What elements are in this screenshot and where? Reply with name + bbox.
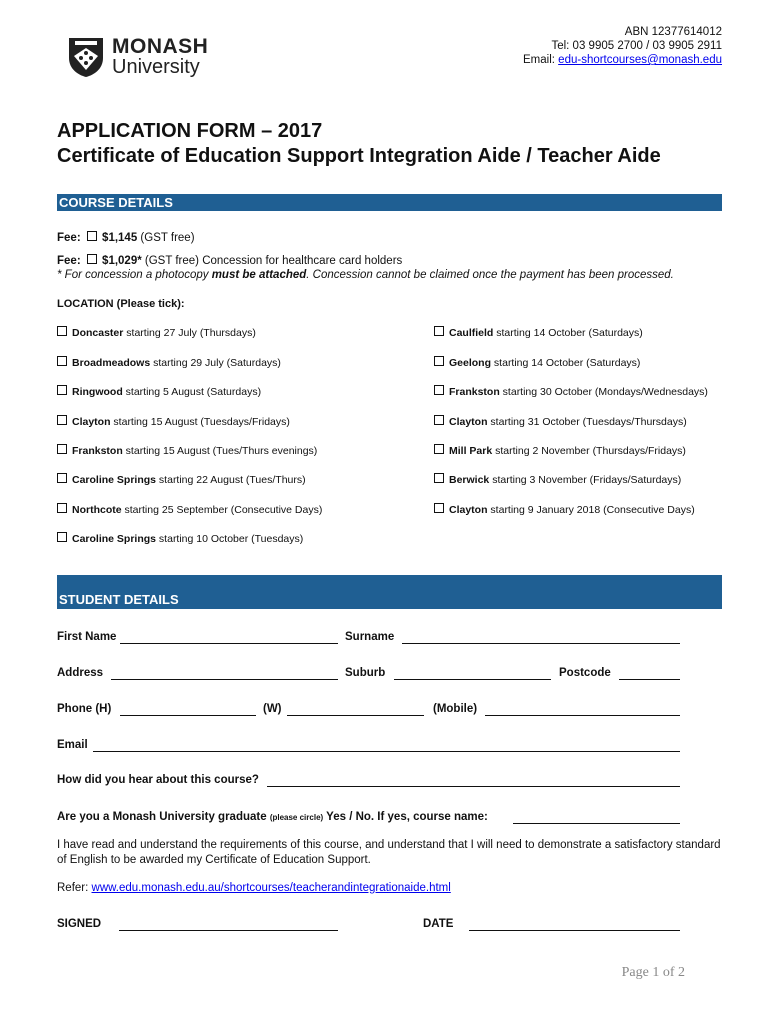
form-subtitle: Certificate of Education Support Integration Aide / Teacher Aide	[57, 145, 661, 167]
location-checkbox[interactable]	[57, 503, 67, 513]
location-checkbox[interactable]	[57, 385, 67, 395]
refer-link[interactable]: www.edu.monash.edu.au/shortcourses/teacherandintegrationaide.html	[91, 882, 451, 894]
location-name: Broadmeadows	[72, 357, 151, 369]
location-detail: starting 14 October (Saturdays)	[493, 327, 643, 339]
location-checkbox[interactable]	[57, 415, 67, 425]
location-checkbox[interactable]	[434, 415, 444, 425]
location-detail: starting 22 August (Tues/Thurs)	[156, 474, 306, 486]
location-option[interactable]	[434, 444, 686, 457]
fee-option-concession	[57, 254, 402, 268]
location-option[interactable]	[434, 326, 643, 339]
first-name-label: First Name	[57, 631, 117, 643]
location-checkbox[interactable]	[57, 326, 67, 336]
location-name: Clayton	[449, 416, 488, 428]
location-detail: starting 15 August (Tuesdays/Fridays)	[110, 416, 290, 428]
suburb-label: Suburb	[345, 667, 386, 679]
hear-about-field[interactable]	[267, 786, 680, 787]
location-detail: starting 10 October (Tuesdays)	[156, 533, 304, 545]
monash-crest-icon	[66, 36, 106, 78]
fee-full-note: (GST free)	[137, 232, 195, 244]
location-detail: starting 27 July (Thursdays)	[123, 327, 256, 339]
monash-logo	[66, 36, 216, 78]
location-detail: starting 5 August (Saturdays)	[122, 386, 262, 398]
location-checkbox[interactable]	[434, 356, 444, 366]
declaration-text: I have read and understand the requirements of this course, and understand that I will need to demonstrate a satisfactory standard of English to be awarded my Certificate of Education Support.	[57, 839, 721, 866]
address-field[interactable]	[111, 679, 338, 680]
abn-text: ABN 12377614012	[624, 26, 722, 38]
location-detail: starting 15 August (Tues/Thurs evenings)	[122, 445, 318, 457]
mobile-field[interactable]	[485, 715, 680, 716]
logo-word-monash: MONASH	[112, 35, 209, 58]
location-label: LOCATION (Please tick):	[57, 298, 185, 310]
postcode-label: Postcode	[559, 667, 611, 679]
graduate-question-a: Are you a Monash University graduate	[57, 811, 270, 823]
email-label: Email:	[523, 54, 559, 66]
location-checkbox[interactable]	[57, 473, 67, 483]
email-link[interactable]: edu-shortcourses@monash.edu	[558, 54, 722, 66]
location-detail: starting 3 November (Fridays/Saturdays)	[489, 474, 682, 486]
fee-full-checkbox[interactable]	[87, 231, 97, 241]
refer-line	[57, 881, 451, 895]
location-option[interactable]	[57, 356, 281, 369]
surname-label: Surname	[345, 631, 395, 643]
location-detail: starting 29 July (Saturdays)	[150, 357, 281, 369]
location-name: Clayton	[449, 504, 488, 516]
location-name: Caroline Springs	[72, 533, 157, 545]
address-label: Address	[57, 667, 104, 679]
fee-concession-note: (GST free) Concession for healthcare card holders	[141, 255, 403, 267]
concession-note-c: . Concession cannot be claimed once the payment has been processed.	[306, 269, 674, 281]
concession-note-emphasis: must be attached	[211, 269, 307, 281]
fee-full-amount: $1,145	[102, 232, 138, 244]
graduate-question	[57, 811, 488, 823]
location-name: Clayton	[72, 416, 111, 428]
fee-label: Fee:	[57, 232, 81, 244]
location-option[interactable]	[57, 503, 322, 516]
location-detail: starting 30 October (Mondays/Wednesdays)	[499, 386, 708, 398]
location-option[interactable]	[434, 503, 695, 516]
phone-text: Tel: 03 9905 2700 / 03 9905 2911	[551, 40, 722, 52]
phone-work-field[interactable]	[287, 715, 424, 716]
location-option[interactable]	[57, 444, 317, 457]
graduate-question-hint: (please circle)	[269, 813, 324, 822]
location-name: Ringwood	[72, 386, 123, 398]
location-checkbox[interactable]	[434, 326, 444, 336]
location-option[interactable]	[57, 415, 290, 428]
page-number: Page 1 of 2	[621, 965, 685, 980]
phone-work-label: (W)	[263, 703, 282, 715]
email-label: Email	[57, 739, 88, 751]
email-field[interactable]	[93, 751, 680, 752]
email-line	[523, 53, 722, 67]
course-details-heading: COURSE DETAILS	[57, 194, 722, 211]
location-checkbox[interactable]	[57, 532, 67, 542]
location-option[interactable]	[57, 532, 303, 545]
fee-option-full	[57, 231, 195, 245]
date-label: DATE	[423, 918, 454, 930]
fee-label: Fee:	[57, 255, 81, 267]
location-checkbox[interactable]	[57, 356, 67, 366]
first-name-field[interactable]	[120, 643, 338, 644]
course-name-field[interactable]	[513, 823, 680, 824]
graduate-question-c: Yes / No. If yes, course name:	[323, 811, 488, 823]
fee-concession-checkbox[interactable]	[87, 254, 97, 264]
location-option[interactable]	[57, 326, 256, 339]
location-detail: starting 25 September (Consecutive Days)	[121, 504, 323, 516]
date-field[interactable]	[469, 930, 680, 931]
location-name: Caroline Springs	[72, 474, 157, 486]
location-checkbox[interactable]	[57, 444, 67, 454]
location-checkbox[interactable]	[434, 503, 444, 513]
postcode-field[interactable]	[619, 679, 680, 680]
location-name: Northcote	[72, 504, 122, 516]
location-name: Frankston	[72, 445, 123, 457]
location-name: Mill Park	[449, 445, 493, 457]
phone-home-label: Phone (H)	[57, 703, 112, 715]
mobile-label: (Mobile)	[433, 703, 478, 715]
suburb-field[interactable]	[394, 679, 551, 680]
signed-label: SIGNED	[57, 918, 102, 930]
fee-concession-amount: $1,029*	[102, 255, 142, 267]
location-checkbox[interactable]	[434, 473, 444, 483]
location-checkbox[interactable]	[434, 385, 444, 395]
signature-field[interactable]	[119, 930, 338, 931]
hear-about-label: How did you hear about this course?	[57, 774, 259, 786]
student-details-heading: STUDENT DETAILS	[57, 575, 722, 609]
location-detail: starting 31 October (Tuesdays/Thursdays)	[487, 416, 687, 428]
location-name: Berwick	[449, 474, 490, 486]
phone-home-field[interactable]	[120, 715, 256, 716]
concession-note	[57, 268, 674, 282]
location-name: Frankston	[449, 386, 500, 398]
location-option[interactable]	[434, 415, 687, 428]
surname-field[interactable]	[402, 643, 680, 644]
location-option[interactable]	[57, 473, 306, 486]
location-option[interactable]	[57, 385, 261, 398]
form-title: APPLICATION FORM – 2017	[57, 120, 323, 142]
logo-word-university: University	[112, 56, 200, 78]
location-name: Doncaster	[72, 327, 124, 339]
location-checkbox[interactable]	[434, 444, 444, 454]
location-name: Caulfield	[449, 327, 494, 339]
location-detail: starting 2 November (Thursdays/Fridays)	[492, 445, 686, 457]
location-name: Geelong	[449, 357, 492, 369]
location-option[interactable]	[434, 356, 640, 369]
location-option[interactable]	[434, 385, 708, 398]
concession-note-a: * For concession a photocopy	[57, 269, 212, 281]
location-detail: starting 14 October (Saturdays)	[491, 357, 641, 369]
location-option[interactable]	[434, 473, 681, 486]
refer-label: Refer:	[57, 882, 92, 894]
location-detail: starting 9 January 2018 (Consecutive Days)	[487, 504, 695, 516]
contact-block	[523, 25, 722, 67]
